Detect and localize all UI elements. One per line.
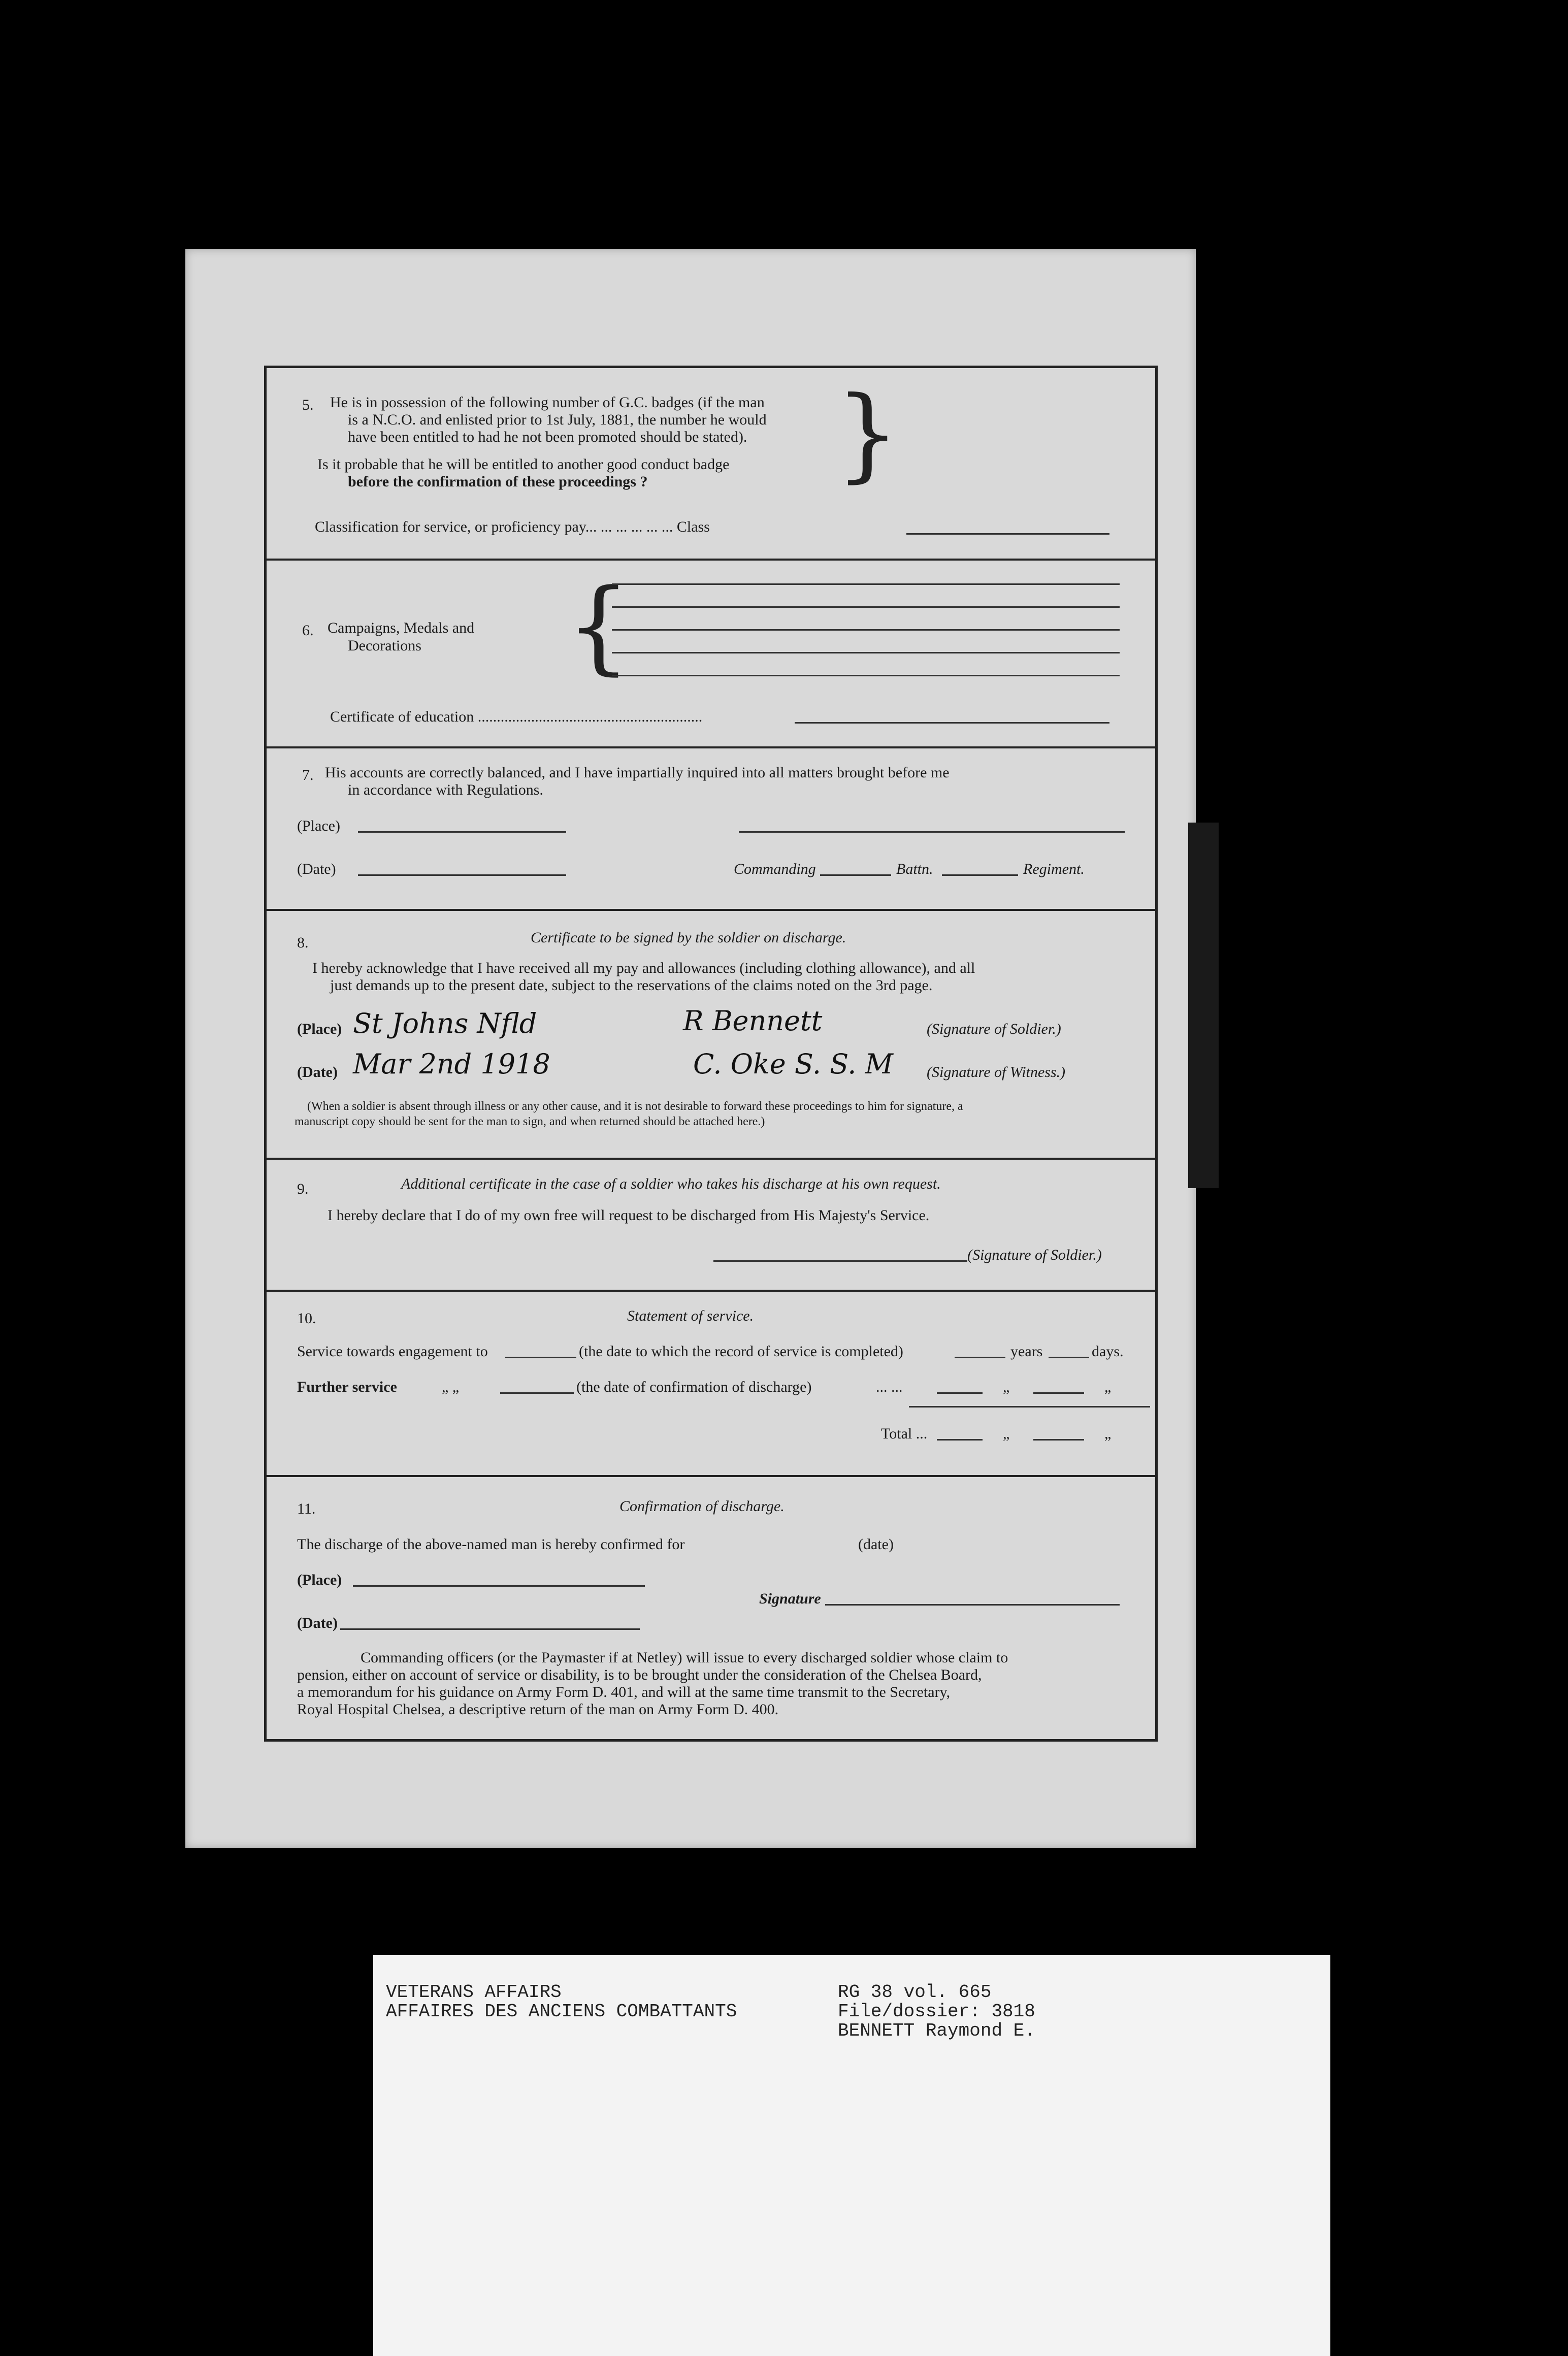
declaration-text: I hereby declare that I do of my own free will request to be discharged from His Majesty's Service. [328, 1207, 930, 1224]
discharge-form [264, 366, 1158, 1742]
further-years-field[interactable] [937, 1392, 983, 1394]
instructions-line1: Commanding officers (or the Paymaster if at Netley) will issue to every discharged soldier whose claim to [361, 1649, 1008, 1666]
total-years-field[interactable] [937, 1439, 983, 1441]
department-fr: AFFAIRES DES ANCIENS COMBATTANTS [386, 2001, 737, 2022]
department-en: VETERANS AFFAIRS [386, 1982, 562, 2003]
service-engagement-label: Service towards engagement to [297, 1343, 488, 1360]
battn-field[interactable] [942, 874, 1018, 876]
page-tab [1188, 823, 1219, 1188]
days-label: days. [1092, 1343, 1124, 1360]
date-label: (Date) [297, 1064, 338, 1081]
ditto-days: „ [1104, 1379, 1112, 1395]
ditto-marks: „ „ [442, 1379, 460, 1395]
signature-of-soldier-label: (Signature of Soldier.) [927, 1021, 1061, 1037]
soldier-signature-field[interactable] [713, 1260, 967, 1262]
instructions-line2: pension, either on account of service or disability, is to be brought under the consideration of the Chelsea Board, [297, 1666, 982, 1683]
section-number: 8. [297, 934, 309, 951]
soldier-name: BENNETT Raymond E. [838, 2020, 1035, 2041]
certificate-education-field[interactable] [795, 722, 1109, 724]
confirmation-date-field[interactable] [500, 1392, 574, 1394]
place-handwritten: St Johns Nfld [353, 1007, 537, 1039]
additional-certificate-heading: Additional certificate in the case of a soldier who takes his discharge at his own request. [401, 1175, 941, 1192]
total-days-field[interactable] [1033, 1439, 1084, 1441]
years-field[interactable] [955, 1357, 1005, 1358]
date-field[interactable] [340, 1628, 640, 1630]
engagement-date-field[interactable] [505, 1357, 576, 1358]
further-dots: ... ... [876, 1379, 903, 1395]
section-number: 10. [297, 1310, 316, 1327]
section-8 [267, 909, 1155, 1158]
commanding-signature-field[interactable] [739, 831, 1125, 833]
class-field[interactable] [906, 533, 1109, 535]
gc-badges-line1: He is in possession of the following number of G.C. badges (if the man [330, 394, 765, 411]
place-label: (Place) [297, 1572, 342, 1588]
date-word: (date) [858, 1536, 894, 1553]
confirmation-heading: Confirmation of discharge. [619, 1498, 785, 1515]
date-label: (Date) [297, 1615, 338, 1631]
classification-label: Classification for service, or proficiency pay... ... ... ... ... ... Class [315, 518, 710, 535]
further-service-label: Further service [297, 1379, 397, 1395]
campaigns-field-5[interactable] [612, 675, 1120, 676]
record-group: RG 38 vol. 665 [838, 1982, 992, 2003]
place-field[interactable] [353, 1585, 645, 1587]
battn-label: Battn. [896, 861, 933, 877]
ditto-years: „ [1003, 1379, 1010, 1395]
accounts-line1: His accounts are correctly balanced, and I have impartially inquired into all matters brought before me [325, 764, 950, 781]
place-label: (Place) [297, 1021, 342, 1037]
date-field[interactable] [358, 874, 566, 876]
ditto-total-days: „ [1104, 1425, 1112, 1442]
place-label: (Place) [297, 817, 340, 834]
certificate-heading: Certificate to be signed by the soldier on discharge. [531, 929, 846, 946]
total-rule [909, 1406, 1150, 1408]
date-handwritten: Mar 2nd 1918 [353, 1048, 550, 1080]
acknowledge-line2: just demands up to the present date, subject to the reservations of the claims noted on the 3rd page. [330, 977, 933, 994]
further-days-field[interactable] [1033, 1392, 1084, 1394]
confirmation-text: (the date of confirmation of discharge) [576, 1379, 812, 1395]
signature-of-witness-label: (Signature of Witness.) [927, 1064, 1066, 1081]
commanding-field[interactable] [820, 874, 891, 876]
discharge-confirmed-text: The discharge of the above-named man is hereby confirmed for [297, 1536, 685, 1553]
signature-of-soldier-label: (Signature of Soldier.) [967, 1247, 1102, 1263]
right-brace: } [835, 375, 900, 493]
gc-badges-line2: is a N.C.O. and enlisted prior to 1st July, 1881, the number he would [348, 411, 767, 428]
good-conduct-line2: before the confirmation of these proceedings ? [348, 473, 648, 490]
campaigns-field-4[interactable] [612, 652, 1120, 653]
section-5 [267, 368, 1155, 559]
good-conduct-line1: Is it probable that he will be entitled to another good conduct badge [317, 456, 730, 473]
ditto-total-years: „ [1003, 1425, 1010, 1442]
commanding-label: Commanding [734, 861, 816, 877]
section-10 [267, 1290, 1155, 1475]
accounts-line2: in accordance with Regulations. [348, 781, 543, 798]
section-number: 9. [297, 1181, 309, 1197]
absence-note-line1: (When a soldier is absent through illness or any other cause, and it is not desirable to forward these proceedings to him for signature, a [307, 1100, 963, 1113]
instructions-line3: a memorandum for his guidance on Army Form D. 401, and will at the same time transmit to the Secretary, [297, 1684, 951, 1700]
section-6 [267, 559, 1155, 746]
campaigns-field-2[interactable] [612, 606, 1120, 608]
section-number: 7. [302, 767, 314, 783]
acknowledge-line1: I hereby acknowledge that I have received all my pay and allowances (including clothing allowance), and all [312, 960, 975, 976]
section-number: 11. [297, 1500, 316, 1517]
record-completed-text: (the date to which the record of service is completed) [579, 1343, 903, 1360]
campaigns-label: Campaigns, Medals and [328, 619, 475, 636]
instructions-line4: Royal Hospital Chelsea, a descriptive return of the man on Army Form D. 400. [297, 1701, 779, 1718]
certificate-education-label: Certificate of education ........................................................... [330, 708, 703, 725]
signature-label: Signature [759, 1590, 821, 1607]
total-label: Total ... [881, 1425, 928, 1442]
file-number: File/dossier: 3818 [838, 2001, 1035, 2022]
campaigns-field-1[interactable] [612, 583, 1120, 585]
section-9 [267, 1158, 1155, 1290]
section-7 [267, 746, 1155, 909]
years-label: years [1010, 1343, 1043, 1360]
absence-note-line2: manuscript copy should be sent for the man to sign, and when returned should be attached here.) [295, 1115, 765, 1128]
soldier-signature-handwritten: R Bennett [683, 1005, 823, 1037]
gc-badges-line3: have been entitled to had he not been promoted should be stated). [348, 429, 747, 445]
section-11 [267, 1475, 1155, 1742]
days-field[interactable] [1049, 1357, 1089, 1358]
date-label: (Date) [297, 861, 336, 877]
witness-signature-handwritten: C. Oke S. S. M [693, 1048, 893, 1080]
decorations-label: Decorations [348, 637, 421, 654]
signature-field[interactable] [825, 1604, 1120, 1606]
place-field[interactable] [358, 831, 566, 833]
archive-label-card [373, 1955, 1330, 2356]
statement-heading: Statement of service. [627, 1307, 754, 1324]
left-brace: { [566, 567, 631, 685]
section-number: 5. [302, 397, 314, 413]
regiment-label: Regiment. [1023, 861, 1085, 877]
section-number: 6. [302, 622, 314, 639]
campaigns-field-3[interactable] [612, 629, 1120, 631]
